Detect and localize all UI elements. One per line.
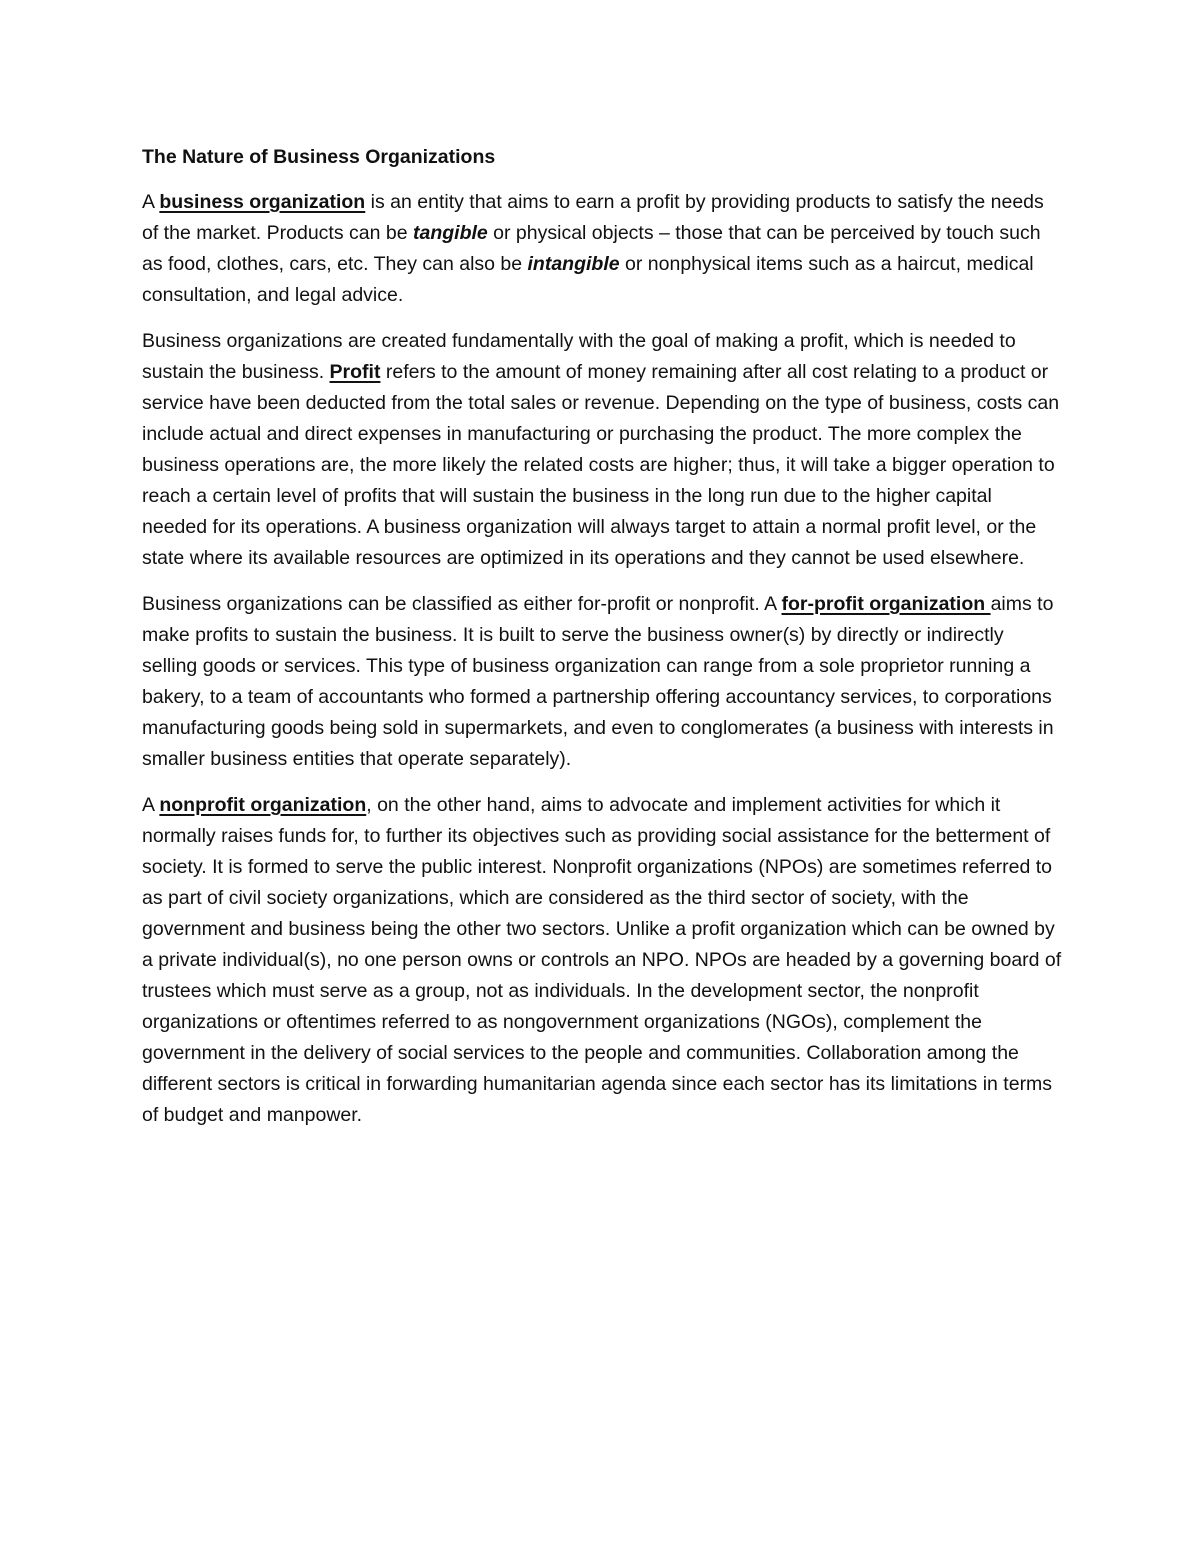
text-span: A <box>142 794 160 816</box>
term-profit: Profit <box>329 361 381 383</box>
text-span: refers to the amount of money remaining after all cost relating to a product or service have been deducted from the total sales or revenue. Depending on the type of business, costs can include actual and direct expenses in manufacturing or purchasing the product. The more complex the business operations are, the more likely the related costs are higher; thus, it will take a bigger operation to reach a certain level of profits that will sustain the business in the long run due to the higher capital needed for its operations. A business organization will always target to attain a normal profit level, or the state where its available resources are optimized in its operations and they cannot be used elsewhere. <box>142 361 1060 569</box>
paragraph-business-organization <box>142 187 1062 311</box>
paragraph-profit <box>142 326 1062 574</box>
text-span: Business organizations are created fundamentally with the goal of making a profit, which is needed to sustain the business. <box>142 330 1016 383</box>
text-span: is an entity that aims to earn a profit by providing products to satisfy the needs of the market. Products can be <box>142 191 1044 244</box>
term-for-profit-organization: for-profit organization <box>781 593 991 615</box>
text-span: aims to make profits to sustain the business. It is built to serve the business owner(s) by directly or indirectly selling goods or services. This type of business organization can range from a sole proprietor running a bakery, to a team of accountants who formed a partnership offering accountancy services, to corporations manufacturing goods being sold in supermarkets, and even to conglomerates (a business with interests in smaller business entities that operate separately). <box>142 593 1054 770</box>
emphasis-intangible: intangible <box>527 253 620 275</box>
text-span: , on the other hand, aims to advocate and implement activities for which it normally raises funds for, to further its objectives such as providing social assistance for the betterment of society. It is formed to serve the public interest. Nonprofit organizations (NPOs) are sometimes referred to as part of civil society organizations, which are considered as the third sector of society, with the government and business being the other two sectors. Unlike a profit organization which can be owned by a private individual(s), no one person owns or controls an NPO. NPOs are headed by a governing board of trustees which must serve as a group, not as individuals. In the development sector, the nonprofit organizations or oftentimes referred to as nongovernment organizations (NGOs), complement the government in the delivery of social services to the people and communities. Collaboration among the different sectors is critical in forwarding humanitarian agenda since each sector has its limitations in terms of budget and manpower. <box>142 794 1062 1126</box>
term-nonprofit-organization: nonprofit organization <box>159 794 367 816</box>
document-title: The Nature of Business Organizations <box>142 146 496 168</box>
emphasis-tangible: tangible <box>412 222 488 244</box>
text-span: Business organizations can be classified as either for-profit or nonprofit. A <box>142 593 782 615</box>
text-span: or nonphysical items such as a haircut, medical consultation, and legal advice. <box>142 253 1034 306</box>
term-business-organization: business organization <box>159 191 366 213</box>
paragraph-nonprofit <box>142 790 1062 1131</box>
text-span: A <box>142 191 160 213</box>
text-span: or physical objects – those that can be perceived by touch such as food, clothes, cars, etc. They can also be <box>142 222 1041 275</box>
paragraph-for-profit <box>142 589 1062 775</box>
document-body <box>142 142 1062 1146</box>
